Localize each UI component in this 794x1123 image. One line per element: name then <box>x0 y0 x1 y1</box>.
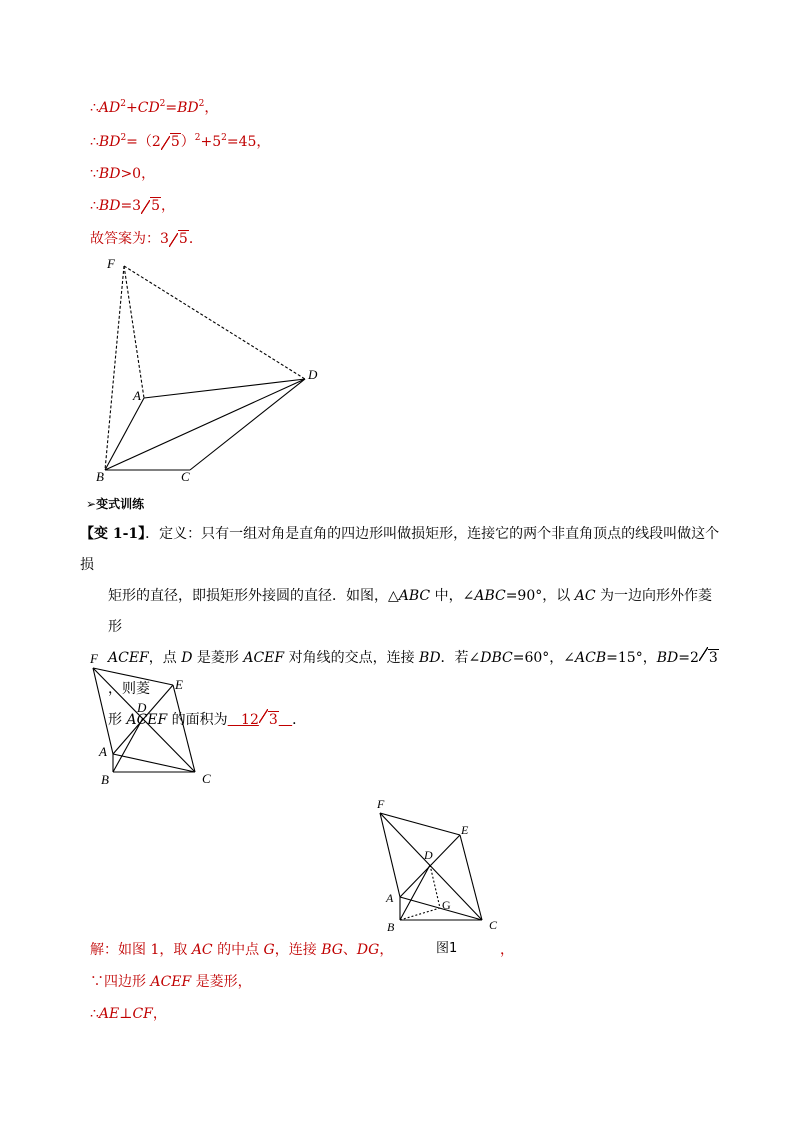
term-bd: BD <box>419 650 441 666</box>
solution2-line-1 <box>90 940 393 960</box>
edge-bd <box>113 718 143 772</box>
therefore-symbol: ∴ <box>90 198 99 214</box>
sqrt-sign <box>169 229 189 249</box>
label-d: D <box>137 700 147 715</box>
term-acef: ACEF <box>243 650 285 666</box>
label-b: B <box>96 469 104 484</box>
expression: +5 <box>200 134 222 150</box>
problem-text: 的面积为 <box>167 712 228 728</box>
term-acb: ACB <box>575 650 607 666</box>
section-title: 变式训练 <box>96 497 145 511</box>
label-c: C <box>202 771 211 786</box>
solution2-trailing-comma: ， <box>500 942 514 958</box>
term-bd: BD <box>177 100 199 116</box>
punctuation: ． <box>292 712 307 728</box>
term-cf: CF <box>132 1006 153 1022</box>
exponent: 2 <box>198 99 205 109</box>
label-c: C <box>181 469 190 484</box>
sqrt-sign <box>699 643 719 674</box>
answer-line <box>90 229 203 249</box>
punctuation: ， <box>204 100 219 116</box>
label-g: G <box>442 898 451 912</box>
problem-tag: 【变 1-1】 <box>80 526 146 542</box>
problem-text: 形 <box>108 712 127 728</box>
term-dg: DG <box>356 942 380 958</box>
term-bd: BD <box>98 198 121 214</box>
solution-line-3 <box>90 164 155 184</box>
punctuation: ． <box>188 231 203 247</box>
solution-text: 、 <box>342 942 357 958</box>
answer-blank <box>228 712 292 728</box>
problem-text: 矩形的直径，即损矩形外接圆的直径．如图，△ <box>108 588 399 604</box>
edge-ec <box>460 835 482 920</box>
sqrt-sign <box>141 196 161 216</box>
punctuation: ， <box>161 198 175 214</box>
edge-ac <box>113 754 195 772</box>
equals-sign: = <box>165 100 178 116</box>
edge-cd <box>190 379 305 470</box>
figure-3-diagram <box>372 795 512 955</box>
term-acef: ACEF <box>108 650 149 666</box>
arrow-icon: ➢ <box>86 497 97 511</box>
term-bd: BD <box>98 166 121 182</box>
plus-sign: + <box>126 100 138 116</box>
radicand: 3 <box>708 650 718 666</box>
label-a: A <box>99 744 107 759</box>
problem-text: ，点 <box>148 650 182 666</box>
problem-text: =90°，以 <box>505 588 575 604</box>
radicand: 5 <box>151 198 160 214</box>
figure-2-diagram <box>85 650 228 790</box>
answer-text: 故答案为：3 <box>90 231 169 247</box>
label-f: F <box>377 797 385 811</box>
label-d: D <box>424 848 433 862</box>
exponent: 2 <box>159 99 166 109</box>
term-dbc: DBC <box>480 650 513 666</box>
therefore-symbol: ∴ <box>90 100 99 116</box>
expression: =45， <box>226 134 271 150</box>
problem-text: 为一边向形外作菱形 <box>108 588 712 635</box>
solution-text: ，连接 <box>274 942 322 958</box>
term-abc: ABC <box>398 588 431 604</box>
therefore-symbol: ∴ <box>90 134 99 150</box>
punctuation: ， <box>152 1006 167 1022</box>
term-ad: AD <box>98 100 121 116</box>
because-symbol: ∵ <box>90 166 99 182</box>
exponent: 2 <box>120 99 126 109</box>
term-acef: ACEF <box>150 974 192 990</box>
section-heading <box>86 494 144 514</box>
term-ac: AC <box>574 588 596 604</box>
sqrt-sign <box>259 705 279 736</box>
solution-text: 是菱形， <box>191 974 252 990</box>
expression: ） <box>180 134 195 150</box>
punctuation: ， <box>379 942 394 958</box>
exponent: 2 <box>221 133 227 143</box>
label-b: B <box>387 920 395 934</box>
radicand: 3 <box>268 712 278 728</box>
edge-fa <box>93 668 113 754</box>
term-bd: BD <box>98 134 121 150</box>
label-b: B <box>101 772 109 787</box>
term-bd: BD <box>656 650 679 666</box>
label-f: F <box>90 651 98 666</box>
edge-fd <box>124 266 305 379</box>
solution2-line-2 <box>90 972 252 992</box>
label-f: F <box>107 256 115 271</box>
figure-caption: 图1 <box>436 941 458 956</box>
term-ae: AE <box>98 1006 120 1022</box>
edge-ad <box>144 379 305 398</box>
term-cd: CD <box>137 100 160 116</box>
expression: =3 <box>120 198 142 214</box>
therefore-symbol: ∴ <box>90 1006 99 1022</box>
label-a: A <box>133 388 141 403</box>
label-e: E <box>461 823 469 837</box>
radicand: 5 <box>178 231 188 247</box>
solution-text: 解：如图 1，取 <box>90 942 192 958</box>
edge-fa <box>380 813 400 897</box>
edge-ec <box>173 685 195 772</box>
term-bg: BG <box>321 942 343 958</box>
label-a: A <box>386 891 394 905</box>
solution-line-4 <box>90 196 175 216</box>
problem-text: ．定义：只有一组对角是直角的四边形叫做损矩形，连接它的两个非直角顶点的线段叫做这个损 <box>80 526 720 573</box>
problem-text: 对角线的交点，连接 <box>284 650 420 666</box>
problem-text: =2 <box>678 650 699 666</box>
solution-line-1 <box>90 98 218 118</box>
label-d: D <box>308 367 318 382</box>
answer-value: 12 <box>241 712 259 728</box>
edge-fa <box>124 266 144 398</box>
perp-symbol: ⊥ <box>119 1006 133 1022</box>
label-e: E <box>175 677 183 692</box>
solution2-line-3 <box>90 1004 167 1024</box>
problem-line-2 <box>80 581 720 643</box>
solution-text: ∵四边形 <box>90 974 151 990</box>
edge-fe <box>380 813 460 835</box>
problem-text: 中，∠ <box>430 588 475 604</box>
problem-text: =60°，∠ <box>512 650 576 666</box>
edge-ae <box>113 685 173 754</box>
exponent: 2 <box>194 133 201 143</box>
radicand: 5 <box>170 134 180 150</box>
figure-1-diagram <box>95 250 345 490</box>
expression: =（2 <box>126 134 161 150</box>
term-ac: AC <box>191 942 213 958</box>
term-d: D <box>181 650 193 666</box>
term-acef: ACEF <box>126 712 168 728</box>
sqrt-sign <box>161 132 181 152</box>
term-abc: ABC <box>474 588 506 604</box>
term-g: G <box>263 942 275 958</box>
solution-text: 的中点 <box>212 942 264 958</box>
edge-fe <box>93 668 173 685</box>
problem-text: 是菱形 <box>192 650 244 666</box>
solution-line-2 <box>90 132 270 152</box>
exponent: 2 <box>120 133 127 143</box>
problem-text: ，则菱 <box>108 681 150 697</box>
label-c: C <box>489 918 498 932</box>
problem-text: =15°， <box>606 650 657 666</box>
problem-text: ．若∠ <box>440 650 481 666</box>
edge-ab <box>105 398 144 470</box>
expression: >0， <box>120 166 156 182</box>
